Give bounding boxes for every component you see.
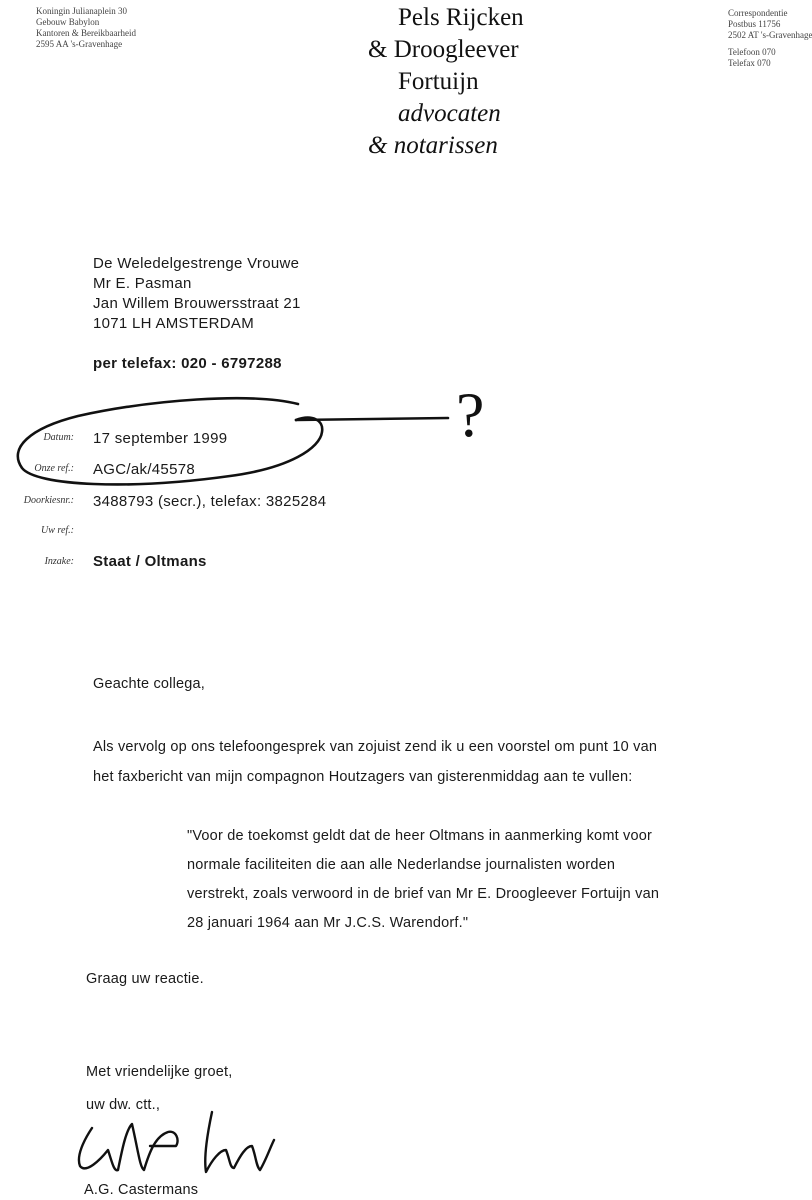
header-left-line: 2595 AA 's-Gravenhage <box>36 39 123 49</box>
meta-label-our-ref: Onze ref.: <box>34 463 74 474</box>
quote-line: "Voor de toekomst geldt dat de heer Oltmans in aanmerking komt voor <box>187 828 653 844</box>
meta-label-your-ref: Uw ref.: <box>41 525 74 536</box>
meta-value-direct-dial: 3488793 (secr.), telefax: 3825284 <box>93 493 327 510</box>
header-left-line: Kantoren & Bereikbaarheid <box>36 28 136 38</box>
header-right-line: Correspondentie <box>728 8 788 18</box>
closing-greeting: Met vriendelijke groet, <box>86 1064 233 1080</box>
body-paragraph-line: het faxbericht van mijn compagnon Houtzagers van gisterenmiddag aan te vullen: <box>93 769 633 785</box>
header-right-line: Postbus 11756 <box>728 19 781 29</box>
addressee-line: Mr E. Pasman <box>93 275 192 292</box>
header-right-line: 2502 AT 's-Gravenhage <box>728 30 812 40</box>
header-left-line: Koningin Julianaplein 30 <box>36 6 127 16</box>
header-right-line: Telefoon 070 <box>728 47 776 57</box>
header-left-line: Gebouw Babylon <box>36 17 100 27</box>
quoted-proposal <box>187 822 659 938</box>
annotation-stroke <box>296 418 448 420</box>
addressee-line: De Weledelgestrenge Vrouwe <box>93 255 300 272</box>
meta-value-regarding: Staat / Oltmans <box>93 553 207 570</box>
signature-stroke <box>205 1112 274 1172</box>
firm-name-line: Fortuijn <box>398 68 479 95</box>
quote-line: 28 januari 1964 aan Mr J.C.S. Warendorf." <box>187 915 469 931</box>
firm-name <box>368 2 524 162</box>
header-right-line: Telefax 070 <box>728 58 771 68</box>
meta-value-our-ref: AGC/ak/45578 <box>93 461 195 478</box>
annotation-question-mark: ? <box>456 379 485 450</box>
addressee-line: 1071 LH AMSTERDAM <box>93 315 254 332</box>
firm-subtitle-line: & notarissen <box>368 132 498 159</box>
salutation: Geachte collega, <box>93 676 206 692</box>
body-paragraph <box>93 732 657 792</box>
meta-value-date: 17 september 1999 <box>93 430 228 447</box>
header-right-address <box>728 8 812 69</box>
meta-label-regarding: Inzake: <box>44 556 74 567</box>
signer-name: A.G. Castermans <box>84 1182 199 1198</box>
header-left-address <box>36 6 136 50</box>
meta-label-date: Datum: <box>43 432 74 443</box>
closing-request: Graag uw reactie. <box>86 971 204 987</box>
addressee-block <box>93 254 301 334</box>
firm-name-line: Pels Rijcken <box>398 4 524 31</box>
meta-label-direct-dial: Doorkiesnr.: <box>23 495 74 506</box>
closing-sign-off: uw dw. ctt., <box>86 1097 161 1113</box>
quote-line: verstrekt, zoals verwoord in de brief van Mr E. Droogleever Fortuijn van <box>187 886 660 902</box>
firm-name-line: & Droogleever <box>368 36 519 63</box>
addressee-line: Jan Willem Brouwersstraat 21 <box>93 295 301 312</box>
quote-line: normale faciliteiten die aan alle Nederlandse journalisten worden <box>187 857 616 873</box>
firm-subtitle-line: advocaten <box>398 100 501 127</box>
body-paragraph-line: Als vervolg op ons telefoongesprek van zojuist zend ik u een voorstel om punt 10 van <box>93 739 658 755</box>
signature-stroke <box>79 1124 178 1170</box>
fax-number: per telefax: 020 - 6797288 <box>93 355 282 372</box>
